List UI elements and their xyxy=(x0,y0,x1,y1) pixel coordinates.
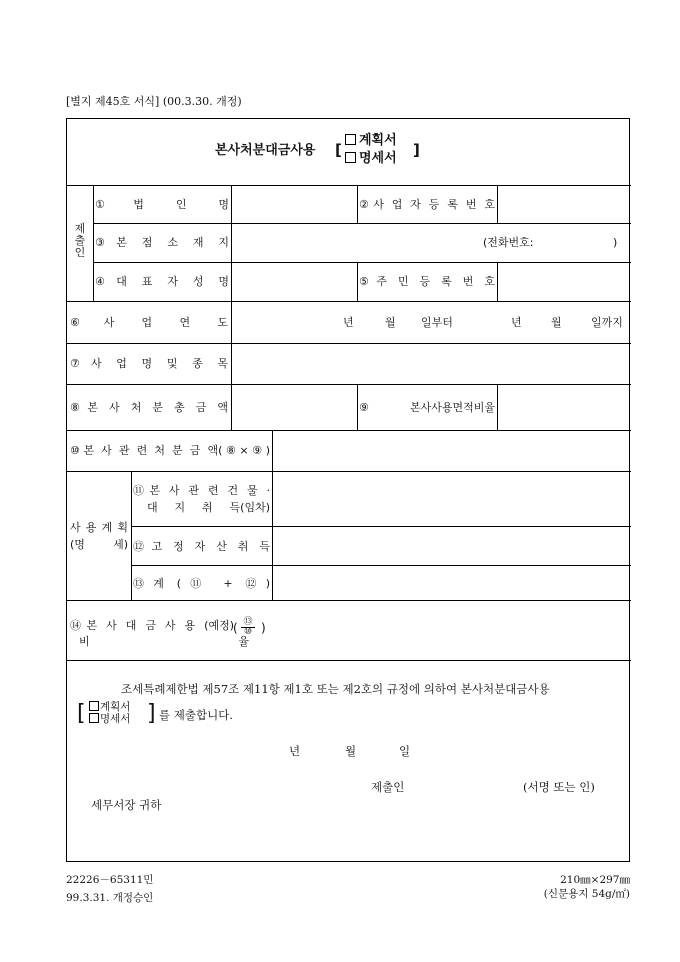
decl-option-statement: 명세서 xyxy=(89,713,130,725)
title-option-plan: 계획서 xyxy=(345,134,397,147)
label-area-ratio: ⑨본사사용면적비율 xyxy=(359,401,495,414)
line xyxy=(67,660,631,661)
month-from: 월 xyxy=(385,316,396,329)
form-number: [별지 제45호 서식] (00.3.30. 개정) xyxy=(66,95,242,108)
label-building-land-2: 대 지 취 득(임차) xyxy=(147,501,270,514)
label-subtotal: ⑬계 (⑪ + ⑫) xyxy=(133,577,270,590)
ratio-numerator: ⑬ xyxy=(241,614,255,628)
label-disposal-total: ⑧본 사 처 분 총 금 액 xyxy=(70,401,228,414)
line xyxy=(231,185,232,430)
month-to: 월 xyxy=(551,316,562,329)
applicant-group-label: 제출인 xyxy=(74,222,86,259)
line xyxy=(272,430,273,600)
declaration-text: 조세특례제한법 제57조 제11항 제1호 또는 제2호의 규정에 의하여 본사처분대금사용 xyxy=(121,682,550,696)
line xyxy=(131,526,631,527)
day-from: 일부터 xyxy=(421,316,453,329)
footer-code: 22226－65311민 xyxy=(66,874,154,886)
decl-checkbox-statement[interactable] xyxy=(89,713,99,723)
title-bracket-open: [ xyxy=(335,141,342,159)
phone-label: (전화번호: xyxy=(483,236,534,249)
decl-checkbox-plan[interactable] xyxy=(89,701,99,711)
form-table xyxy=(66,118,630,862)
decl-option-plan: 계획서 xyxy=(89,701,130,713)
bracket-close: ] xyxy=(147,701,156,726)
line xyxy=(67,185,631,186)
label-usage-ratio: ⑭본 사 대 금 사 용 (예정) xyxy=(70,619,234,632)
footer-paper: (신문용지 54g/㎡) xyxy=(543,888,630,900)
label-business-year: ⑥사 업 연 도 xyxy=(70,316,228,329)
line xyxy=(93,185,94,301)
label-resident-no: ⑤주 민 등 록 번 호 xyxy=(359,275,495,288)
line xyxy=(357,185,358,223)
line xyxy=(497,185,498,223)
title-option-statement: 명세서 xyxy=(345,152,397,165)
label-building-land: ⑪본 사 관 련 건 물 · xyxy=(133,484,270,497)
line xyxy=(497,262,498,301)
label-usage-ratio-2: 비 율 xyxy=(79,635,249,648)
bracket-open: [ xyxy=(77,701,86,726)
date-month: 월 xyxy=(345,744,357,758)
label-hq-address: ③본 점 소 재 지 xyxy=(95,236,229,249)
label-biz-reg-no: ②사 업 자 등 록 번 호 xyxy=(359,198,495,211)
line xyxy=(67,301,631,302)
submitter-label: 제출인 xyxy=(371,780,405,794)
ratio-paren-open: ( xyxy=(233,621,238,635)
year-to: 년 xyxy=(511,316,522,329)
line xyxy=(93,223,631,224)
footer-size: 210㎜×297㎜ xyxy=(560,874,630,886)
footer-approval: 99.3.31. 개정승인 xyxy=(66,892,154,904)
line xyxy=(67,471,631,472)
line xyxy=(67,600,631,601)
declaration-submit: 를 제출합니다. xyxy=(159,708,233,722)
checkbox-plan[interactable] xyxy=(345,134,356,145)
ratio-denominator: ⑩ xyxy=(243,627,253,637)
label-fixed-assets: ⑫고 정 자 산 취 득 xyxy=(133,540,270,553)
label-rep-name: ④대 표 자 성 명 xyxy=(95,275,229,288)
usage-plan-label-2: (명 세) xyxy=(70,538,128,551)
line xyxy=(131,471,132,600)
line xyxy=(93,262,631,263)
line xyxy=(131,565,631,566)
title-main: 본사처분대금사용 xyxy=(215,143,316,158)
phone-close: ) xyxy=(613,236,618,249)
line xyxy=(67,343,631,344)
title-bracket-close: ] xyxy=(413,141,420,159)
checkbox-statement[interactable] xyxy=(345,152,356,163)
line xyxy=(67,430,631,431)
recipient-label: 세무서장 귀하 xyxy=(91,798,162,812)
line xyxy=(357,262,358,301)
label-business-type: ⑦사 업 명 및 종 목 xyxy=(70,357,228,370)
line xyxy=(497,384,498,430)
label-corp-name: ①법 인 명 xyxy=(95,198,229,211)
ratio-paren-close: ) xyxy=(261,621,266,635)
day-to: 일까지 xyxy=(591,316,623,329)
label-related-amount: ⑩본 사 관 련 처 분 금 액(⑧×⑨) xyxy=(70,444,270,457)
signature-label: (서명 또는 인) xyxy=(523,780,595,794)
date-day: 일 xyxy=(399,744,411,758)
usage-plan-label-1: 사 용 계 획 xyxy=(70,521,128,534)
line xyxy=(67,384,631,385)
date-year: 년 xyxy=(289,744,301,758)
line xyxy=(357,384,358,430)
year-from: 년 xyxy=(343,316,354,329)
